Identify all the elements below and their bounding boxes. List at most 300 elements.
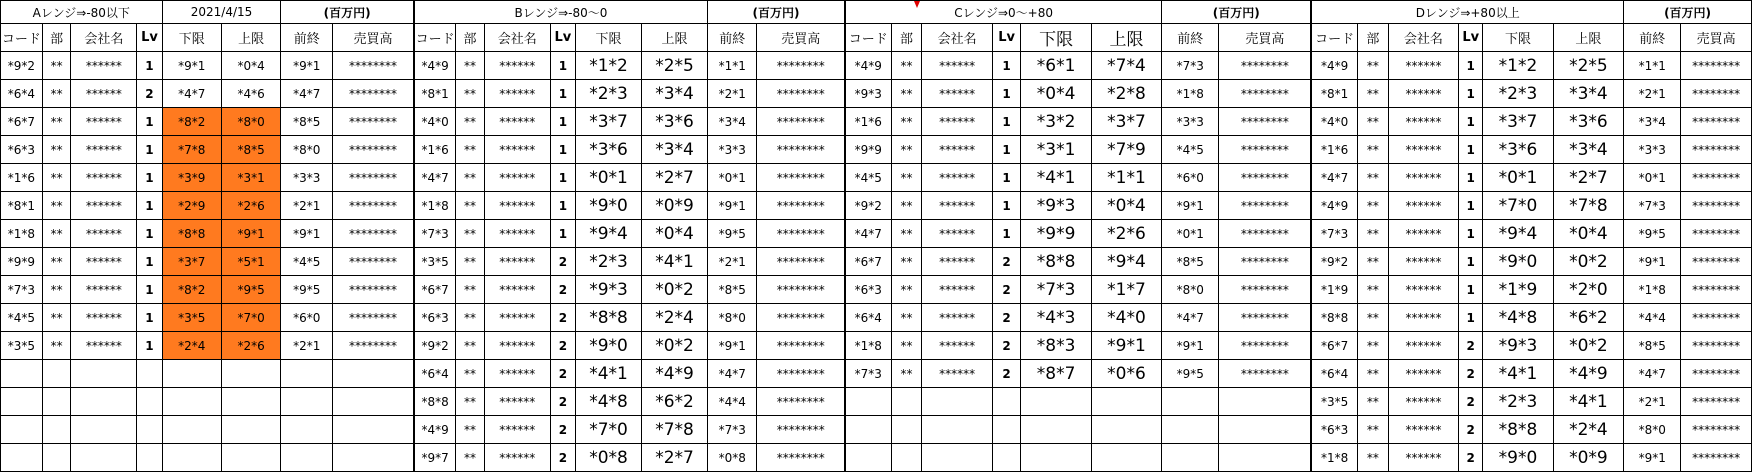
cell-d-division[interactable]: **: [1357, 276, 1388, 304]
cell-d-division[interactable]: **: [1357, 388, 1388, 416]
cell-b-lv[interactable]: 2: [550, 276, 575, 304]
cell-c-company[interactable]: [922, 444, 992, 472]
cell-b-volume[interactable]: ********: [757, 360, 845, 388]
cell-a-code[interactable]: *9*2: [1, 52, 43, 80]
cell-d-code[interactable]: *8*8: [1311, 304, 1357, 332]
cell-c-company[interactable]: ******: [922, 220, 992, 248]
cell-b-upper[interactable]: *0*2: [642, 276, 708, 304]
cell-a-lower[interactable]: *7*8: [162, 136, 221, 164]
cell-c-upper[interactable]: *7*9: [1091, 136, 1161, 164]
cell-d-company[interactable]: ******: [1388, 388, 1458, 416]
cell-d-prev-close[interactable]: *8*5: [1624, 332, 1681, 360]
cell-a-upper[interactable]: *3*1: [222, 164, 281, 192]
cell-b-lower[interactable]: *2*3: [576, 80, 642, 108]
cell-c-lower[interactable]: *9*3: [1021, 192, 1091, 220]
cell-c-division[interactable]: [891, 444, 922, 472]
cell-b-company[interactable]: ******: [484, 276, 550, 304]
cell-b-upper[interactable]: *2*7: [642, 444, 708, 472]
cell-d-upper[interactable]: *6*2: [1553, 304, 1623, 332]
cell-d-upper[interactable]: *4*1: [1553, 388, 1623, 416]
cell-c-volume[interactable]: [1219, 388, 1311, 416]
cell-a-prev-close[interactable]: [281, 444, 333, 472]
cell-a-division[interactable]: **: [42, 248, 71, 276]
cell-d-lv[interactable]: 1: [1459, 164, 1483, 192]
cell-d-lv[interactable]: 2: [1459, 416, 1483, 444]
cell-b-division[interactable]: **: [456, 136, 485, 164]
cell-c-prev-close[interactable]: *9*5: [1162, 360, 1219, 388]
cell-b-lv[interactable]: 2: [550, 360, 575, 388]
cell-a-lv[interactable]: 1: [137, 332, 162, 360]
cell-c-prev-close[interactable]: *3*3: [1162, 108, 1219, 136]
cell-b-prev-close[interactable]: *9*1: [708, 192, 757, 220]
cell-a-code[interactable]: [1, 360, 43, 388]
cell-c-division[interactable]: **: [891, 164, 922, 192]
cell-a-code[interactable]: *6*3: [1, 136, 43, 164]
cell-b-lower[interactable]: *1*2: [576, 52, 642, 80]
cell-d-company[interactable]: ******: [1388, 164, 1458, 192]
cell-b-company[interactable]: ******: [484, 192, 550, 220]
cell-a-prev-close[interactable]: [281, 388, 333, 416]
cell-b-lower[interactable]: *8*8: [576, 304, 642, 332]
cell-c-upper[interactable]: [1091, 444, 1161, 472]
cell-a-upper[interactable]: *0*4: [222, 52, 281, 80]
cell-c-company[interactable]: ******: [922, 192, 992, 220]
cell-a-lv[interactable]: 1: [137, 164, 162, 192]
cell-c-lower[interactable]: *4*1: [1021, 164, 1091, 192]
cell-c-prev-close[interactable]: *9*1: [1162, 332, 1219, 360]
cell-a-volume[interactable]: ********: [333, 108, 414, 136]
cell-c-prev-close[interactable]: [1162, 444, 1219, 472]
cell-d-prev-close[interactable]: *1*1: [1624, 52, 1681, 80]
cell-c-lv[interactable]: 1: [992, 80, 1021, 108]
cell-c-upper[interactable]: [1091, 388, 1161, 416]
cell-c-lv[interactable]: 1: [992, 164, 1021, 192]
cell-c-division[interactable]: **: [891, 304, 922, 332]
cell-d-upper[interactable]: *3*4: [1553, 80, 1623, 108]
cell-b-division[interactable]: **: [456, 248, 485, 276]
cell-a-division[interactable]: **: [42, 276, 71, 304]
cell-c-company[interactable]: ******: [922, 136, 992, 164]
cell-d-lv[interactable]: 2: [1459, 444, 1483, 472]
cell-b-code[interactable]: *3*5: [414, 248, 456, 276]
cell-a-volume[interactable]: ********: [333, 192, 414, 220]
cell-b-code[interactable]: *6*7: [414, 276, 456, 304]
cell-c-prev-close[interactable]: *7*3: [1162, 52, 1219, 80]
cell-d-upper[interactable]: *7*8: [1553, 192, 1623, 220]
cell-d-lower[interactable]: *1*2: [1483, 52, 1553, 80]
cell-d-lower[interactable]: *8*8: [1483, 416, 1553, 444]
cell-a-company[interactable]: ******: [71, 304, 137, 332]
cell-a-prev-close[interactable]: [281, 416, 333, 444]
cell-a-prev-close[interactable]: *2*1: [281, 192, 333, 220]
cell-c-company[interactable]: ******: [922, 332, 992, 360]
cell-c-company[interactable]: [922, 416, 992, 444]
cell-b-prev-close[interactable]: *0*8: [708, 444, 757, 472]
cell-c-volume[interactable]: ********: [1219, 108, 1311, 136]
cell-c-volume[interactable]: ********: [1219, 360, 1311, 388]
cell-d-division[interactable]: **: [1357, 80, 1388, 108]
cell-b-upper[interactable]: *6*2: [642, 388, 708, 416]
cell-d-volume[interactable]: ********: [1681, 164, 1752, 192]
cell-b-lower[interactable]: *9*0: [576, 192, 642, 220]
cell-c-code[interactable]: *4*5: [845, 164, 891, 192]
cell-a-upper[interactable]: [222, 360, 281, 388]
cell-c-division[interactable]: [891, 388, 922, 416]
cell-c-volume[interactable]: ********: [1219, 192, 1311, 220]
cell-b-code[interactable]: *6*3: [414, 304, 456, 332]
cell-a-upper[interactable]: *8*0: [222, 108, 281, 136]
cell-c-code[interactable]: *1*6: [845, 108, 891, 136]
cell-d-company[interactable]: ******: [1388, 192, 1458, 220]
cell-d-upper[interactable]: *2*4: [1553, 416, 1623, 444]
cell-c-lv[interactable]: [992, 388, 1021, 416]
cell-b-volume[interactable]: ********: [757, 248, 845, 276]
cell-d-division[interactable]: **: [1357, 360, 1388, 388]
cell-d-lower[interactable]: *9*0: [1483, 444, 1553, 472]
cell-a-code[interactable]: *1*6: [1, 164, 43, 192]
cell-c-upper[interactable]: *7*4: [1091, 52, 1161, 80]
cell-b-company[interactable]: ******: [484, 52, 550, 80]
cell-a-lower[interactable]: *2*9: [162, 192, 221, 220]
cell-d-code[interactable]: *4*7: [1311, 164, 1357, 192]
cell-c-prev-close[interactable]: *8*0: [1162, 276, 1219, 304]
cell-a-prev-close[interactable]: *6*0: [281, 304, 333, 332]
cell-d-division[interactable]: **: [1357, 304, 1388, 332]
cell-b-code[interactable]: *1*6: [414, 136, 456, 164]
cell-b-company[interactable]: ******: [484, 304, 550, 332]
cell-a-division[interactable]: **: [42, 164, 71, 192]
cell-d-volume[interactable]: ********: [1681, 276, 1752, 304]
cell-d-volume[interactable]: ********: [1681, 80, 1752, 108]
cell-d-prev-close[interactable]: *7*3: [1624, 192, 1681, 220]
cell-b-lower[interactable]: *0*1: [576, 164, 642, 192]
cell-d-company[interactable]: ******: [1388, 444, 1458, 472]
cell-b-code[interactable]: *8*1: [414, 80, 456, 108]
cell-b-company[interactable]: ******: [484, 360, 550, 388]
cell-d-division[interactable]: **: [1357, 220, 1388, 248]
cell-b-prev-close[interactable]: *0*1: [708, 164, 757, 192]
cell-b-division[interactable]: **: [456, 332, 485, 360]
cell-d-division[interactable]: **: [1357, 52, 1388, 80]
cell-c-lv[interactable]: [992, 444, 1021, 472]
cell-b-lv[interactable]: 2: [550, 416, 575, 444]
cell-d-company[interactable]: ******: [1388, 220, 1458, 248]
cell-c-lower[interactable]: *3*2: [1021, 108, 1091, 136]
cell-b-lower[interactable]: *7*0: [576, 416, 642, 444]
cell-b-company[interactable]: ******: [484, 136, 550, 164]
cell-a-prev-close[interactable]: *3*3: [281, 164, 333, 192]
cell-a-volume[interactable]: ********: [333, 136, 414, 164]
cell-b-company[interactable]: ******: [484, 164, 550, 192]
cell-d-division[interactable]: **: [1357, 416, 1388, 444]
cell-a-lv[interactable]: 1: [137, 136, 162, 164]
cell-a-company[interactable]: ******: [71, 136, 137, 164]
cell-a-prev-close[interactable]: [281, 360, 333, 388]
cell-d-code[interactable]: *7*3: [1311, 220, 1357, 248]
cell-d-code[interactable]: *1*9: [1311, 276, 1357, 304]
cell-b-division[interactable]: **: [456, 80, 485, 108]
cell-d-lv[interactable]: 2: [1459, 388, 1483, 416]
cell-d-volume[interactable]: ********: [1681, 108, 1752, 136]
cell-c-volume[interactable]: ********: [1219, 276, 1311, 304]
cell-c-prev-close[interactable]: [1162, 416, 1219, 444]
cell-a-volume[interactable]: ********: [333, 80, 414, 108]
cell-b-division[interactable]: **: [456, 444, 485, 472]
cell-a-lv[interactable]: 1: [137, 220, 162, 248]
cell-c-volume[interactable]: ********: [1219, 248, 1311, 276]
cell-b-upper[interactable]: *2*5: [642, 52, 708, 80]
cell-d-company[interactable]: ******: [1388, 136, 1458, 164]
cell-c-division[interactable]: **: [891, 220, 922, 248]
cell-c-prev-close[interactable]: *1*8: [1162, 80, 1219, 108]
cell-c-code[interactable]: *6*4: [845, 304, 891, 332]
cell-a-volume[interactable]: [333, 444, 414, 472]
cell-b-upper[interactable]: *7*8: [642, 416, 708, 444]
cell-c-lv[interactable]: 1: [992, 192, 1021, 220]
cell-d-company[interactable]: ******: [1388, 108, 1458, 136]
cell-a-volume[interactable]: ********: [333, 276, 414, 304]
cell-a-division[interactable]: **: [42, 192, 71, 220]
cell-c-prev-close[interactable]: *6*0: [1162, 164, 1219, 192]
cell-b-lv[interactable]: 1: [550, 164, 575, 192]
cell-c-prev-close[interactable]: [1162, 388, 1219, 416]
cell-d-upper[interactable]: *0*4: [1553, 220, 1623, 248]
cell-a-division[interactable]: **: [42, 108, 71, 136]
cell-b-prev-close[interactable]: *3*3: [708, 136, 757, 164]
cell-d-prev-close[interactable]: *9*1: [1624, 248, 1681, 276]
cell-a-code[interactable]: *6*7: [1, 108, 43, 136]
cell-b-prev-close[interactable]: *2*1: [708, 248, 757, 276]
cell-d-lv[interactable]: 1: [1459, 248, 1483, 276]
cell-b-code[interactable]: *4*9: [414, 416, 456, 444]
cell-c-code[interactable]: *1*8: [845, 332, 891, 360]
cell-a-lower[interactable]: *3*7: [162, 248, 221, 276]
cell-d-company[interactable]: ******: [1388, 52, 1458, 80]
cell-b-volume[interactable]: ********: [757, 416, 845, 444]
cell-b-division[interactable]: **: [456, 52, 485, 80]
cell-c-volume[interactable]: ********: [1219, 332, 1311, 360]
cell-c-lower[interactable]: [1021, 388, 1091, 416]
cell-b-upper[interactable]: *4*9: [642, 360, 708, 388]
cell-a-upper[interactable]: *9*5: [222, 276, 281, 304]
cell-b-volume[interactable]: ********: [757, 276, 845, 304]
cell-b-lower[interactable]: *4*1: [576, 360, 642, 388]
cell-c-lower[interactable]: *3*1: [1021, 136, 1091, 164]
cell-c-division[interactable]: **: [891, 136, 922, 164]
cell-b-lv[interactable]: 2: [550, 332, 575, 360]
cell-a-code[interactable]: *6*4: [1, 80, 43, 108]
cell-a-volume[interactable]: ********: [333, 332, 414, 360]
cell-c-lv[interactable]: 2: [992, 360, 1021, 388]
cell-a-prev-close[interactable]: *4*7: [281, 80, 333, 108]
cell-b-upper[interactable]: *3*6: [642, 108, 708, 136]
cell-d-company[interactable]: ******: [1388, 276, 1458, 304]
cell-b-code[interactable]: *9*7: [414, 444, 456, 472]
cell-a-division[interactable]: [42, 388, 71, 416]
cell-b-lower[interactable]: *2*3: [576, 248, 642, 276]
cell-b-prev-close[interactable]: *8*5: [708, 276, 757, 304]
cell-a-code[interactable]: *4*5: [1, 304, 43, 332]
cell-d-lower[interactable]: *2*3: [1483, 388, 1553, 416]
cell-d-volume[interactable]: ********: [1681, 444, 1752, 472]
cell-a-upper[interactable]: *9*1: [222, 220, 281, 248]
cell-c-volume[interactable]: ********: [1219, 164, 1311, 192]
cell-d-code[interactable]: *4*9: [1311, 52, 1357, 80]
cell-b-lower[interactable]: *4*8: [576, 388, 642, 416]
cell-b-upper[interactable]: *3*4: [642, 136, 708, 164]
cell-d-division[interactable]: **: [1357, 248, 1388, 276]
cell-a-upper[interactable]: *4*6: [222, 80, 281, 108]
cell-b-division[interactable]: **: [456, 108, 485, 136]
cell-d-division[interactable]: **: [1357, 332, 1388, 360]
cell-a-code[interactable]: [1, 416, 43, 444]
cell-b-lv[interactable]: 2: [550, 304, 575, 332]
cell-a-lower[interactable]: [162, 388, 221, 416]
cell-c-lower[interactable]: *8*3: [1021, 332, 1091, 360]
cell-d-lower[interactable]: *7*0: [1483, 192, 1553, 220]
cell-d-volume[interactable]: ********: [1681, 360, 1752, 388]
cell-d-division[interactable]: **: [1357, 136, 1388, 164]
cell-d-upper[interactable]: *4*9: [1553, 360, 1623, 388]
cell-d-upper[interactable]: *2*5: [1553, 52, 1623, 80]
cell-b-volume[interactable]: ********: [757, 332, 845, 360]
cell-b-volume[interactable]: ********: [757, 444, 845, 472]
cell-c-lv[interactable]: [992, 416, 1021, 444]
cell-d-lv[interactable]: 1: [1459, 276, 1483, 304]
cell-b-volume[interactable]: ********: [757, 220, 845, 248]
cell-c-company[interactable]: ******: [922, 304, 992, 332]
cell-c-division[interactable]: **: [891, 276, 922, 304]
cell-b-prev-close[interactable]: *4*4: [708, 388, 757, 416]
cell-c-upper[interactable]: *3*7: [1091, 108, 1161, 136]
cell-c-lv[interactable]: 1: [992, 136, 1021, 164]
cell-d-lower[interactable]: *1*9: [1483, 276, 1553, 304]
cell-c-code[interactable]: *4*9: [845, 52, 891, 80]
cell-b-division[interactable]: **: [456, 220, 485, 248]
cell-a-lower[interactable]: *8*8: [162, 220, 221, 248]
cell-a-lower[interactable]: *3*5: [162, 304, 221, 332]
cell-b-company[interactable]: ******: [484, 444, 550, 472]
cell-d-code[interactable]: *4*9: [1311, 192, 1357, 220]
cell-c-upper[interactable]: *9*1: [1091, 332, 1161, 360]
cell-a-volume[interactable]: [333, 360, 414, 388]
cell-d-code[interactable]: *4*0: [1311, 108, 1357, 136]
cell-d-division[interactable]: **: [1357, 444, 1388, 472]
cell-c-code[interactable]: *6*7: [845, 248, 891, 276]
cell-a-company[interactable]: ******: [71, 108, 137, 136]
cell-c-lower[interactable]: *8*7: [1021, 360, 1091, 388]
cell-c-upper[interactable]: *2*8: [1091, 80, 1161, 108]
cell-d-lower[interactable]: *4*8: [1483, 304, 1553, 332]
cell-c-prev-close[interactable]: *4*7: [1162, 304, 1219, 332]
cell-a-lv[interactable]: [137, 388, 162, 416]
cell-c-volume[interactable]: ********: [1219, 220, 1311, 248]
cell-a-volume[interactable]: [333, 416, 414, 444]
cell-c-upper[interactable]: *4*0: [1091, 304, 1161, 332]
cell-a-prev-close[interactable]: *2*1: [281, 332, 333, 360]
cell-a-division[interactable]: [42, 444, 71, 472]
cell-c-lv[interactable]: 2: [992, 248, 1021, 276]
cell-a-lv[interactable]: 1: [137, 108, 162, 136]
cell-a-lower[interactable]: [162, 444, 221, 472]
cell-a-code[interactable]: *8*1: [1, 192, 43, 220]
cell-b-code[interactable]: *1*8: [414, 192, 456, 220]
cell-a-volume[interactable]: ********: [333, 164, 414, 192]
cell-b-upper[interactable]: *3*4: [642, 80, 708, 108]
cell-a-division[interactable]: **: [42, 220, 71, 248]
cell-a-upper[interactable]: *8*5: [222, 136, 281, 164]
cell-b-lv[interactable]: 1: [550, 220, 575, 248]
cell-d-volume[interactable]: ********: [1681, 136, 1752, 164]
cell-a-upper[interactable]: [222, 416, 281, 444]
cell-a-lv[interactable]: [137, 360, 162, 388]
cell-d-upper[interactable]: *0*9: [1553, 444, 1623, 472]
cell-c-code[interactable]: *9*9: [845, 136, 891, 164]
cell-a-lower[interactable]: [162, 360, 221, 388]
cell-b-company[interactable]: ******: [484, 388, 550, 416]
cell-a-company[interactable]: ******: [71, 248, 137, 276]
cell-a-lv[interactable]: 1: [137, 192, 162, 220]
cell-a-division[interactable]: **: [42, 332, 71, 360]
cell-d-division[interactable]: **: [1357, 108, 1388, 136]
cell-c-division[interactable]: **: [891, 332, 922, 360]
cell-b-prev-close[interactable]: *4*7: [708, 360, 757, 388]
cell-a-lower[interactable]: *4*7: [162, 80, 221, 108]
cell-c-lower[interactable]: *6*1: [1021, 52, 1091, 80]
cell-b-lower[interactable]: *9*0: [576, 332, 642, 360]
cell-c-lv[interactable]: 2: [992, 332, 1021, 360]
cell-c-lower[interactable]: *4*3: [1021, 304, 1091, 332]
cell-d-lv[interactable]: 1: [1459, 192, 1483, 220]
cell-d-lv[interactable]: 1: [1459, 136, 1483, 164]
cell-b-prev-close[interactable]: *7*3: [708, 416, 757, 444]
cell-c-prev-close[interactable]: *8*5: [1162, 248, 1219, 276]
cell-d-code[interactable]: *6*3: [1311, 416, 1357, 444]
cell-d-volume[interactable]: ********: [1681, 192, 1752, 220]
cell-c-volume[interactable]: ********: [1219, 304, 1311, 332]
cell-a-lower[interactable]: *8*2: [162, 276, 221, 304]
cell-a-lv[interactable]: 1: [137, 276, 162, 304]
cell-d-prev-close[interactable]: *9*5: [1624, 220, 1681, 248]
cell-c-volume[interactable]: [1219, 444, 1311, 472]
cell-d-lower[interactable]: *4*1: [1483, 360, 1553, 388]
cell-a-code[interactable]: *7*3: [1, 276, 43, 304]
cell-a-prev-close[interactable]: *8*5: [281, 108, 333, 136]
cell-a-prev-close[interactable]: *9*1: [281, 52, 333, 80]
cell-c-lv[interactable]: 1: [992, 220, 1021, 248]
cell-c-lv[interactable]: 1: [992, 52, 1021, 80]
cell-b-prev-close[interactable]: *8*0: [708, 304, 757, 332]
cell-d-upper[interactable]: *0*2: [1553, 248, 1623, 276]
cell-c-lv[interactable]: 2: [992, 304, 1021, 332]
cell-d-lv[interactable]: 1: [1459, 80, 1483, 108]
cell-d-prev-close[interactable]: *3*3: [1624, 136, 1681, 164]
cell-c-division[interactable]: **: [891, 248, 922, 276]
cell-c-company[interactable]: ******: [922, 80, 992, 108]
cell-b-volume[interactable]: ********: [757, 192, 845, 220]
cell-c-lv[interactable]: 2: [992, 276, 1021, 304]
cell-b-lower[interactable]: *3*6: [576, 136, 642, 164]
cell-a-upper[interactable]: *2*6: [222, 332, 281, 360]
cell-a-division[interactable]: **: [42, 52, 71, 80]
cell-c-volume[interactable]: [1219, 416, 1311, 444]
cell-c-company[interactable]: [922, 388, 992, 416]
cell-c-volume[interactable]: ********: [1219, 52, 1311, 80]
cell-c-company[interactable]: ******: [922, 52, 992, 80]
cell-a-company[interactable]: ******: [71, 220, 137, 248]
cell-a-company[interactable]: ******: [71, 52, 137, 80]
cell-a-upper[interactable]: [222, 444, 281, 472]
